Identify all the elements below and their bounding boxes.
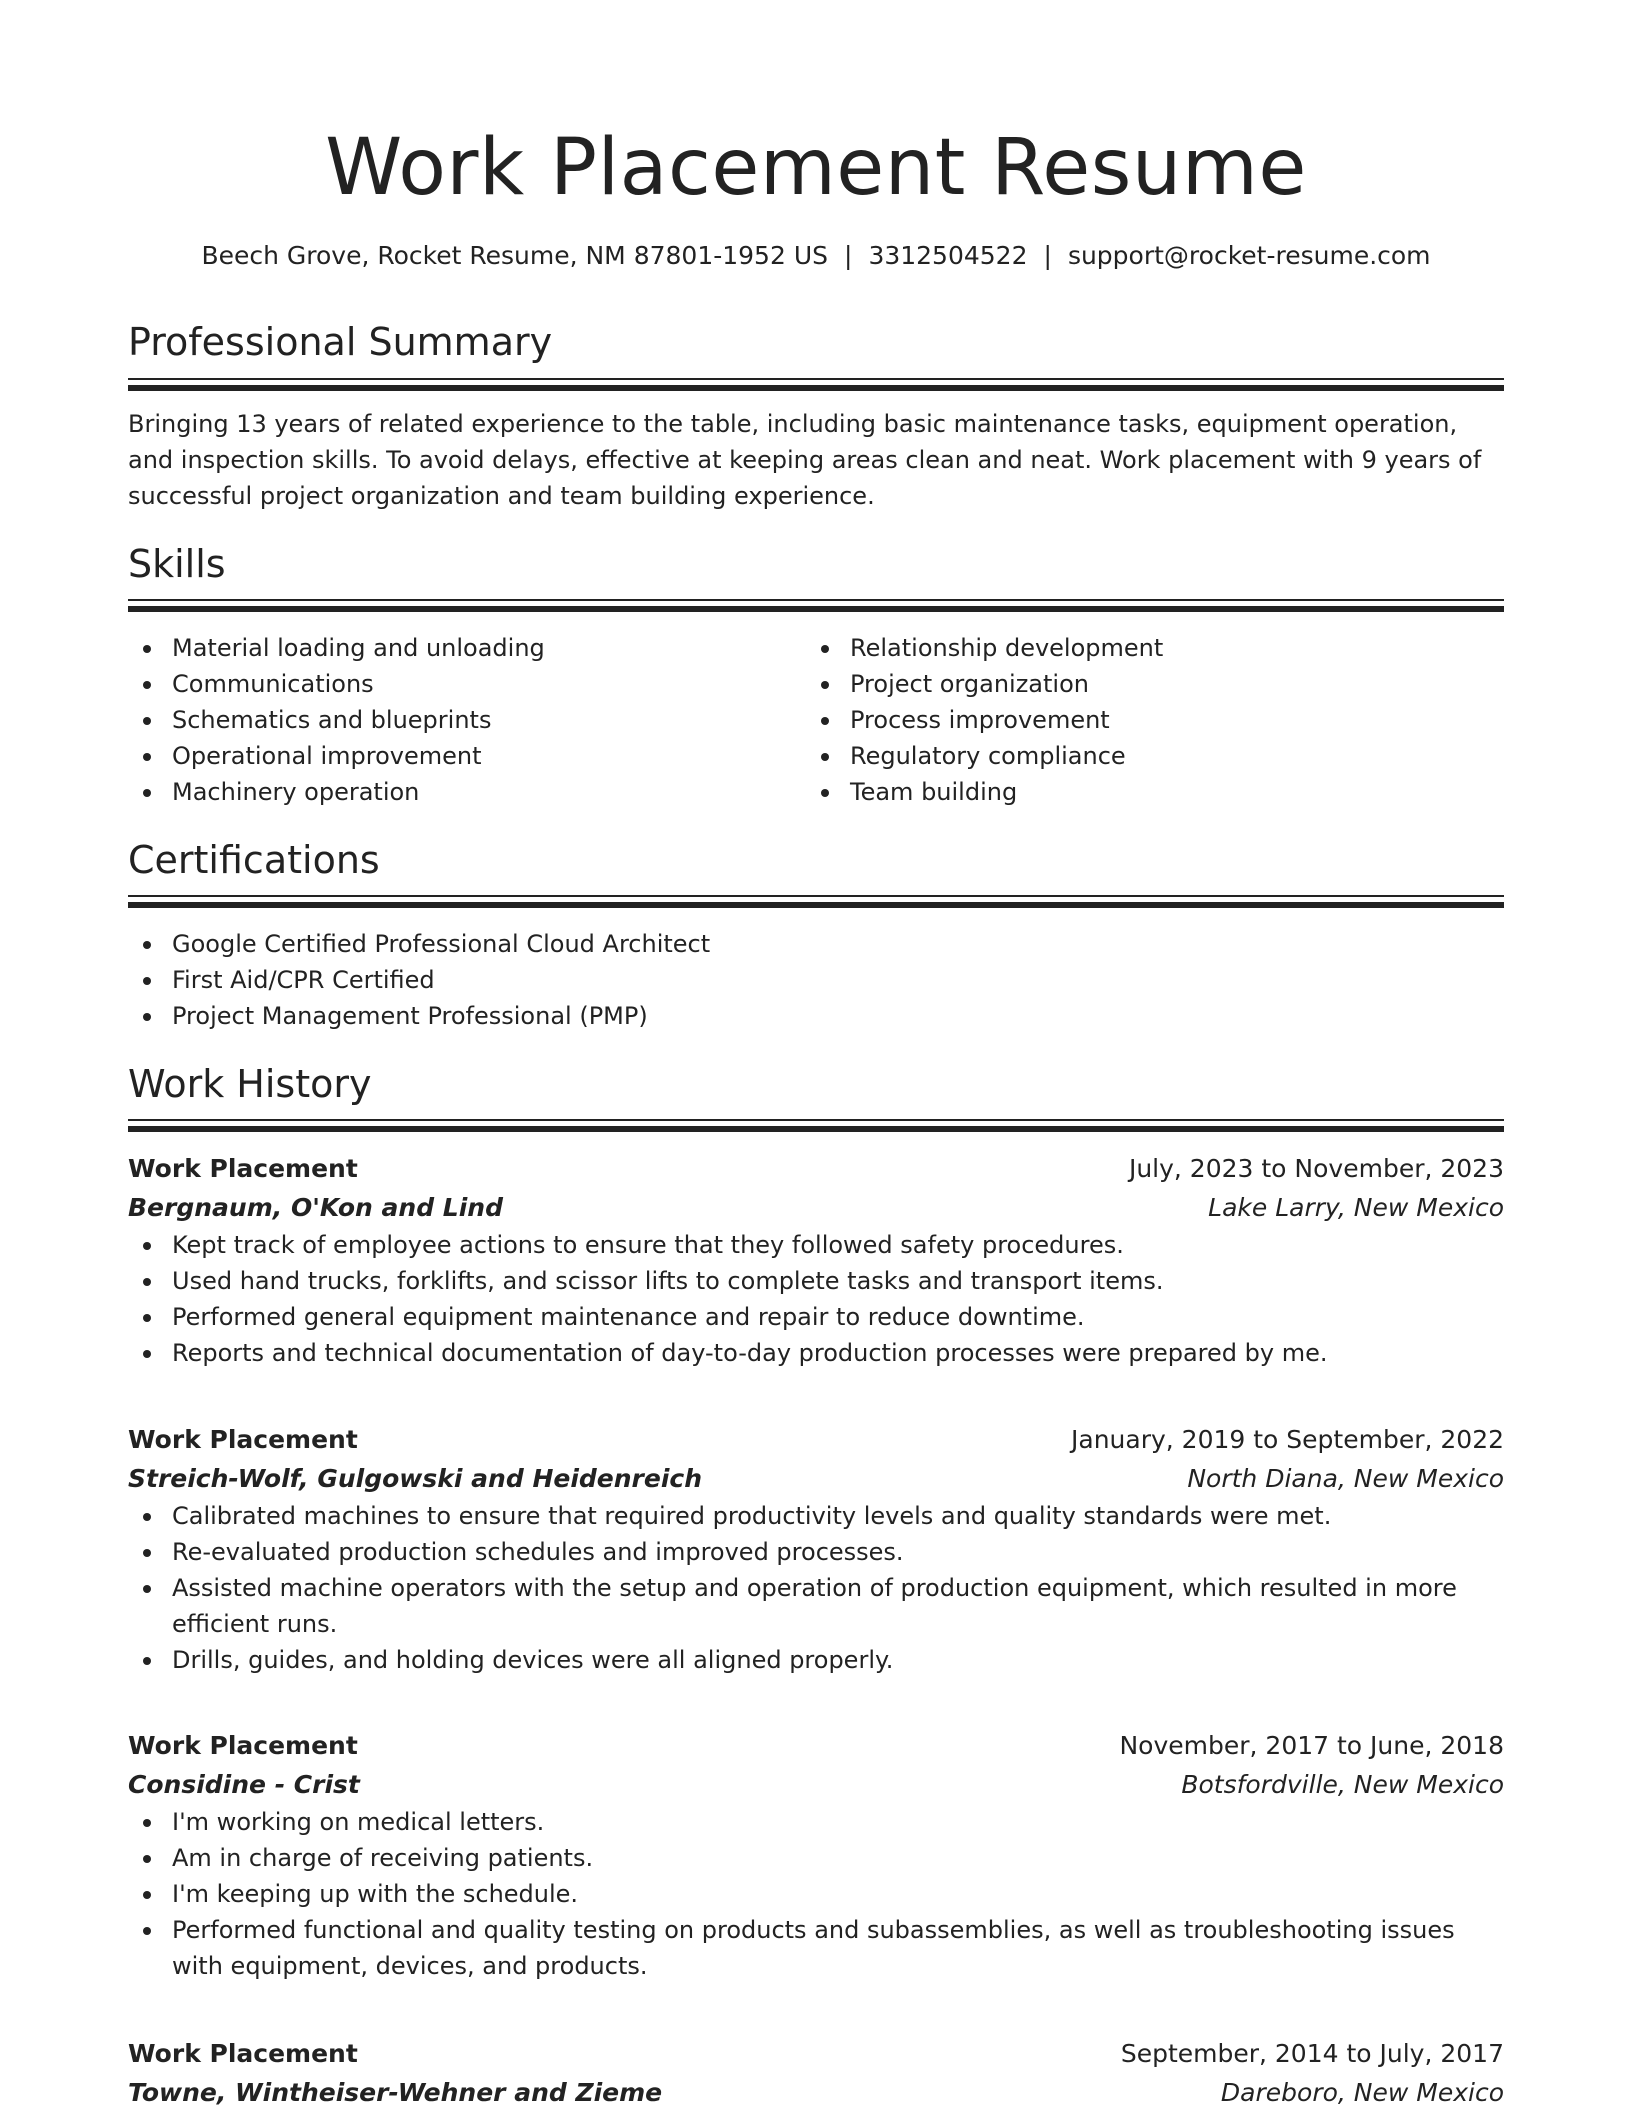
job-dates: January, 2019 to September, 2022 [1071,1425,1504,1454]
job-bullet: I'm keeping up with the schedule. [128,1876,1504,1912]
section-rule [128,378,1504,390]
section-rule [128,895,1504,907]
job-location: Dareboro, New Mexico [1220,2078,1504,2107]
skill-item: Process improvement [806,702,1484,738]
job-location: Botsfordville, New Mexico [1181,1770,1504,1799]
skill-item: Relationship development [806,630,1484,666]
job-title: Work Placement [128,1425,358,1454]
job-location: North Diana, New Mexico [1187,1464,1504,1493]
contact-separator: | [1043,241,1052,270]
job-bullet: Am in charge of receiving patients. [128,1840,1504,1876]
job-company: Considine - Crist [128,1770,360,1799]
job-location: Lake Larry, New Mexico [1208,1193,1504,1222]
job-bullet: Drills, guides, and holding devices were all aligned properly. [128,1642,1504,1678]
skill-item: Schematics and blueprints [128,702,806,738]
job-dates: July, 2023 to November, 2023 [1128,1154,1504,1183]
skill-item: Team building [806,774,1484,810]
job-entry [128,2034,1504,2112]
section-rule [128,1119,1504,1131]
section-title-skills: Skills [128,542,226,586]
job-bullet: Re-evaluated production schedules and improved processes. [128,1534,1504,1570]
job-bullet: Used hand trucks, forklifts, and scissor lifts to complete tasks and transport items. [128,1263,1504,1299]
skill-item: Material loading and unloading [128,630,806,666]
job-title: Work Placement [128,1154,358,1183]
job-entry [128,1420,1504,1678]
job-bullet: Performed functional and quality testing on products and subassemblies, as well as troubleshooting issues with equipment, devices, and products. [128,1912,1504,1984]
job-bullet: Assisted machine operators with the setup and operation of production equipment, which resulted in more efficient runs. [128,1570,1504,1642]
job-company: Towne, Wintheiser-Wehner and Zieme [128,2078,663,2107]
contact-email[interactable]: support@rocket-resume.com [1067,241,1431,270]
section-title-summary: Professional Summary [128,320,553,364]
skill-item: Project organization [806,666,1484,702]
job-company: Streich-Wolf, Gulgowski and Heidenreich [128,1464,703,1493]
job-bullet: Reports and technical documentation of day-to-day production processes were prepared by me. [128,1335,1504,1371]
skills-column-right [806,630,1484,810]
skill-item: Machinery operation [128,774,806,810]
job-title: Work Placement [128,1731,358,1760]
resume-title: Work Placement Resume [325,123,1307,213]
job-bullet: I'm working on medical letters. [128,1804,1504,1840]
contact-separator: | [844,241,853,270]
summary-text: Bringing 13 years of related experience to the table, including basic maintenance tasks, equipment operation, and inspection skills. To avoid delays, effective at keeping areas clean and neat. Work placement with 9 years of successful project organization and team building experience. [128,410,1482,510]
skills-list [128,630,1504,810]
section-rule [128,599,1504,611]
contact-line [128,236,1504,276]
job-bullet: Performed general equipment maintenance and repair to reduce downtime. [128,1299,1504,1335]
job-bullet: Kept track of employee actions to ensure that they followed safety procedures. [128,1227,1504,1263]
certification-item: Google Certified Professional Cloud Architect [128,926,1504,962]
skill-item: Operational improvement [128,738,806,774]
job-entry [128,1726,1504,1984]
skill-item: Regulatory compliance [806,738,1484,774]
certification-item: First Aid/CPR Certified [128,962,1504,998]
skill-item: Communications [128,666,806,702]
section-title-certifications: Certifications [128,838,380,882]
certifications-list [128,926,1504,1034]
job-company: Bergnaum, O'Kon and Lind [128,1193,503,1222]
contact-phone: 3312504522 [868,241,1028,270]
job-bullet: Calibrated machines to ensure that required productivity levels and quality standards were met. [128,1498,1504,1534]
job-title: Work Placement [128,2039,358,2068]
section-title-work-history: Work History [128,1062,372,1106]
certification-item: Project Management Professional (PMP) [128,998,1504,1034]
skills-column-left [128,630,806,810]
job-dates: September, 2014 to July, 2017 [1120,2039,1504,2068]
job-dates: November, 2017 to June, 2018 [1119,1731,1504,1760]
job-entry [128,1149,1504,1371]
contact-address: Beech Grove, Rocket Resume, NM 87801-1952 US [201,241,828,270]
